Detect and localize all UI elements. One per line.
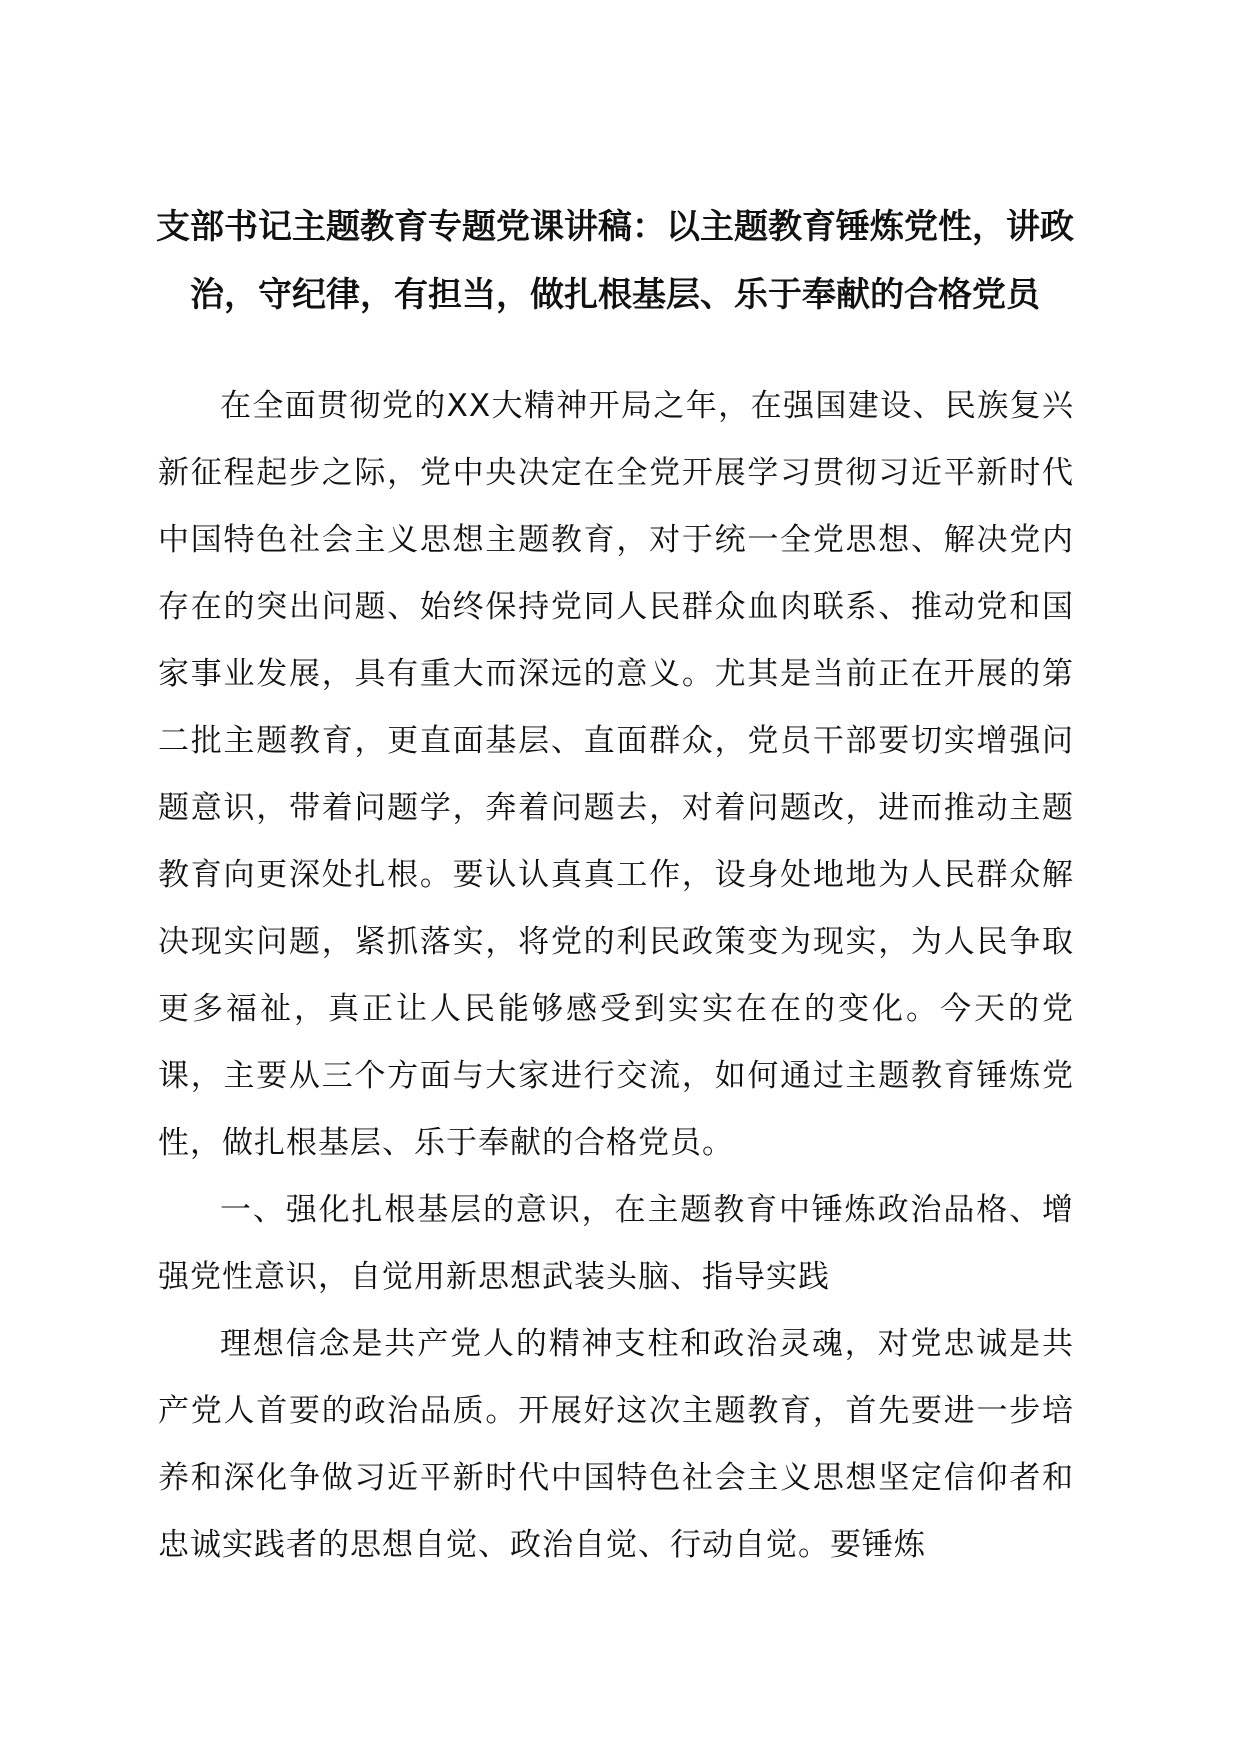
document-body [158,373,1074,1579]
paragraph-section-1: 理想信念是共产党人的精神支柱和政治灵魂，对党忠诚是共产党人首要的政治品质。开展好这次主题教育，首先要进一步培养和深化争做习近平新时代中国特色社会主义思想坚定信仰者和忠诚实践者的思想自觉、政治自觉、行动自觉。要锤炼 [158,1326,1074,1563]
section-heading-1: 一、强化扎根基层的意识，在主题教育中锤炼政治品格、增强党性意识，自觉用新思想武装头脑、指导实践 [158,1192,1074,1295]
paragraph-intro: 在全面贯彻党的XX大精神开局之年，在强国建设、民族复兴新征程起步之际，党中央决定在全党开展学习贯彻习近平新时代中国特色社会主义思想主题教育，对于统一全党思想、解决党内存在的突出问题、始终保持党同人民群众血肉联系、推动党和国家事业发展，具有重大而深远的意义。尤其是当前正在开展的第二批主题教育，更直面基层、直面群众，党员干部要切实增强问题意识，带着问题学，奔着问题去，对着问题改，进而推动主题教育向更深处扎根。要认认真真工作，设身处地地为人民群众解决现实问题，紧抓落实，将党的利民政策变为现实，为人民争取更多福祉，真正让人民能够感受到实实在在的变化。今天的党课，主要从三个方面与大家进行交流，如何通过主题教育锤炼党性，做扎根基层、乐于奉献的合格党员。 [158,388,1074,1161]
document-title: 支部书记主题教育专题党课讲稿：以主题教育锤炼党性，讲政治，守纪律，有担当，做扎根基层、乐于奉献的合格党员 [156,207,1074,315]
